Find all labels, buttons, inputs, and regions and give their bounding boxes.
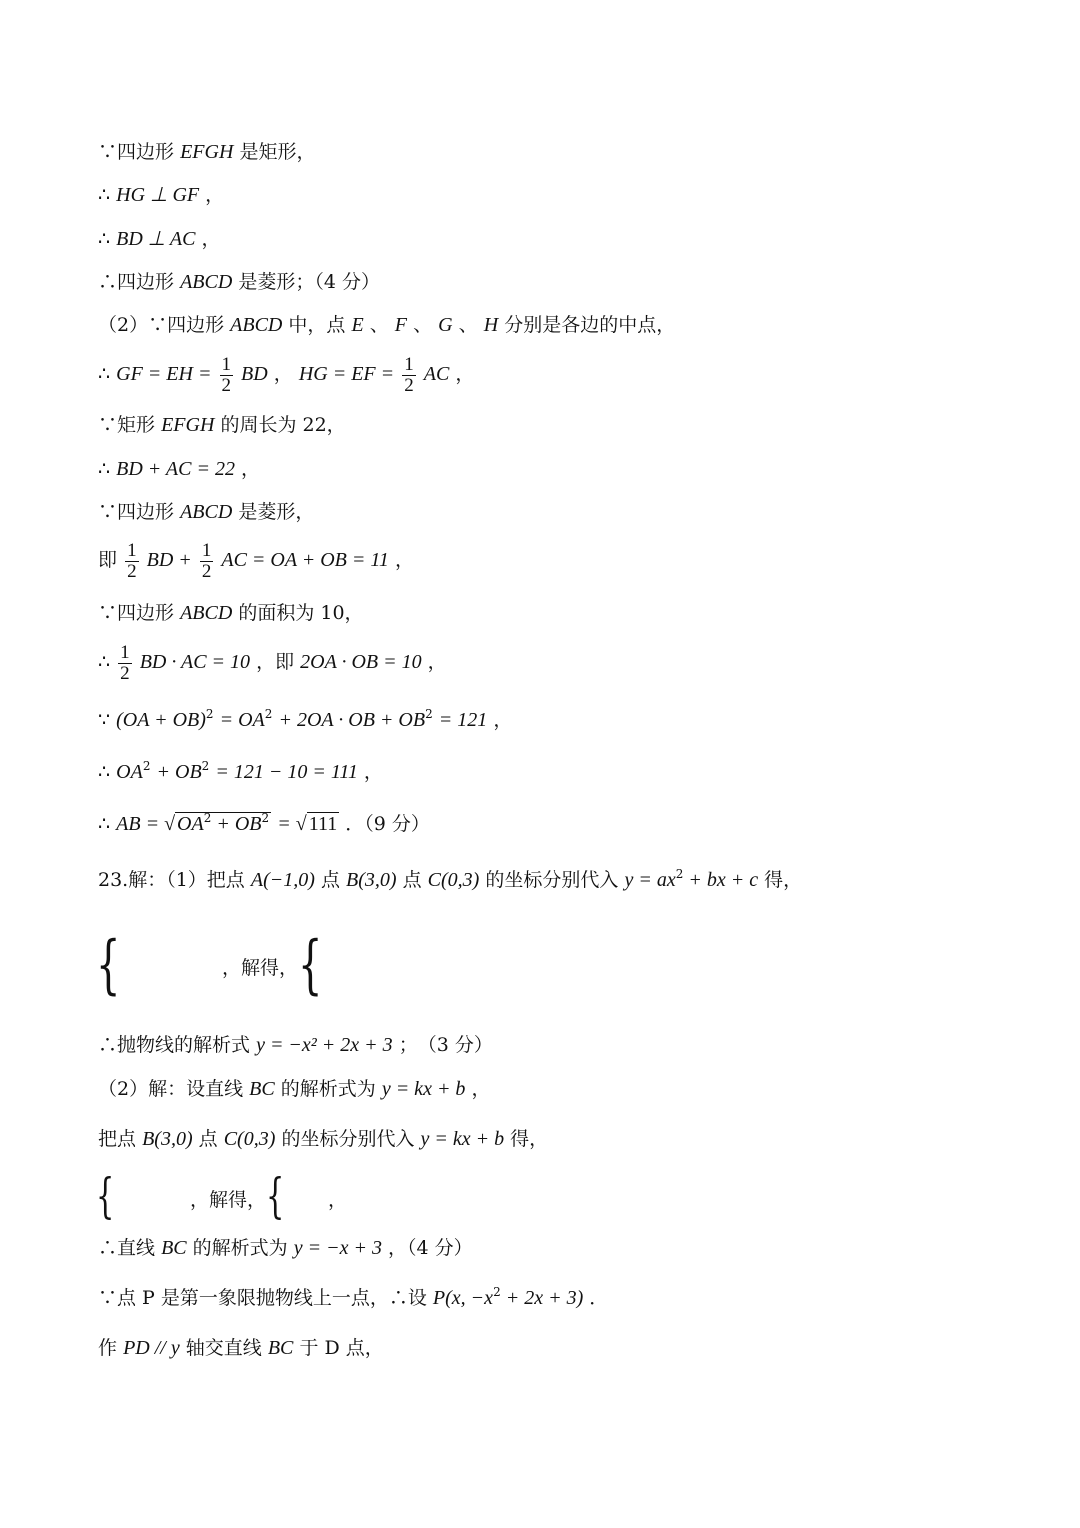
proof-line	[98, 140, 315, 164]
math-var: EFGH	[180, 141, 234, 163]
math-expr: OA	[116, 761, 143, 783]
exponent: 2	[675, 867, 684, 881]
text: 是矩形，	[239, 141, 316, 163]
math-var: EFGH	[161, 414, 215, 436]
proof-line	[98, 708, 512, 732]
math-expr: B(3,0)	[142, 1128, 193, 1150]
math-var: ABCD	[180, 602, 233, 624]
math-var: E	[351, 314, 364, 336]
math-expr: B(3,0)	[346, 869, 397, 891]
radicand	[175, 812, 271, 835]
math-var: BC	[161, 1237, 187, 1259]
exponent: 2	[425, 707, 433, 721]
numerator: 1	[221, 353, 231, 375]
text: ∴	[98, 363, 111, 385]
text: ，即	[256, 651, 295, 673]
text: 是菱形；（4 分）	[238, 271, 380, 293]
text: 是菱形，	[238, 501, 315, 523]
proof-line	[98, 1077, 491, 1101]
text: ，（4 分）	[388, 1237, 473, 1259]
text: 即	[98, 549, 118, 571]
text: ，	[427, 651, 447, 673]
text: 的解析式为	[280, 1078, 376, 1100]
text: ∴	[98, 184, 111, 206]
math-expr: y = −x + 3	[293, 1237, 382, 1259]
denominator: 2	[221, 374, 231, 396]
proof-line	[98, 640, 447, 684]
math-var: ABCD	[180, 501, 233, 523]
text: 分别是各边的中点，	[504, 314, 676, 336]
proof-line	[98, 352, 474, 396]
math-expr: A(−1,0)	[250, 869, 315, 891]
text: ∴	[98, 228, 111, 250]
math-expr: BD · AC = 10	[139, 651, 251, 673]
proof-line	[98, 183, 224, 207]
fraction	[220, 355, 234, 396]
text: 的解析式为	[192, 1237, 288, 1259]
text: 点	[402, 869, 422, 891]
text: 点	[320, 869, 340, 891]
fraction	[402, 355, 416, 396]
exponent: 2	[142, 759, 151, 773]
math-var: BC	[249, 1078, 275, 1100]
text: ，	[394, 549, 414, 571]
text: 的坐标分别代入	[281, 1128, 415, 1150]
math-expr: = 121 − 10 = 111	[215, 761, 358, 783]
text: ，	[455, 363, 475, 385]
math-expr: 2OA · OB = 10	[300, 651, 422, 673]
text: 的坐标分别代入	[485, 869, 619, 891]
left-brace: {	[96, 1168, 115, 1224]
text: ∵	[98, 709, 111, 731]
left-brace: {	[96, 928, 121, 1002]
proof-line	[98, 812, 430, 836]
proof-line	[98, 313, 675, 337]
text: ．（9 分）	[345, 813, 430, 835]
proof-line	[98, 868, 802, 892]
proof-line	[98, 1286, 608, 1310]
math-expr: (OA + OB)	[116, 709, 206, 731]
math-var: F	[394, 314, 408, 336]
text: ，	[493, 709, 513, 731]
text: （2）∵四边形	[98, 314, 225, 336]
proof-line	[98, 760, 383, 784]
math-expr: BD + AC = 22	[116, 458, 235, 480]
math-expr: P(x, −x	[432, 1287, 494, 1309]
text: 中，点	[288, 314, 346, 336]
text: ∴四边形	[98, 271, 175, 293]
math-expr: AB = √	[116, 813, 176, 835]
proof-line	[98, 1236, 473, 1260]
math-expr: = √	[277, 813, 307, 835]
math-expr: = OA	[219, 709, 265, 731]
math-expr: C(0,3)	[223, 1128, 276, 1150]
math-var: ABCD	[180, 271, 233, 293]
text: （2）解：设直线	[98, 1078, 244, 1100]
fraction	[118, 643, 132, 684]
text: 、	[369, 314, 389, 336]
proof-line	[98, 538, 414, 582]
proof-line	[98, 500, 314, 524]
proof-line	[98, 601, 364, 625]
text: 的周长为 22，	[220, 414, 346, 436]
text: ∵四边形	[98, 501, 175, 523]
math-expr: OA	[177, 813, 204, 835]
math-expr: = 121	[438, 709, 488, 731]
math-expr: + 2x + 3)	[500, 1287, 584, 1309]
denominator: 2	[127, 560, 137, 582]
left-brace: {	[298, 928, 323, 1002]
text: ，	[363, 761, 383, 783]
radicand: 111	[308, 813, 338, 835]
text: 的面积为 10，	[238, 602, 364, 624]
text: ∴	[98, 458, 111, 480]
exponent: 2	[264, 707, 273, 721]
proof-line	[98, 1336, 384, 1360]
math-expr: y = ax	[624, 869, 676, 891]
proof-line	[98, 227, 220, 251]
text: 轴交直线	[185, 1337, 262, 1359]
text: ∵四边形	[98, 141, 175, 163]
text: 23.解：（1）把点	[98, 869, 245, 891]
math-expr: + OB	[211, 813, 262, 835]
math-var: ABCD	[230, 314, 283, 336]
text: 把点	[98, 1128, 137, 1150]
exponent: 2	[205, 707, 214, 721]
math-var: H	[483, 314, 499, 336]
text: ∵点 P 是第一象限抛物线上一点，∴设	[98, 1287, 427, 1309]
text: ，	[328, 1189, 348, 1211]
text: ∴抛物线的解析式	[98, 1034, 251, 1056]
text: ∴	[98, 651, 111, 673]
math-expr: y = kx + b	[420, 1128, 505, 1150]
left-brace: {	[266, 1168, 285, 1224]
text: ，	[273, 363, 293, 385]
math-expr: y = −x² + 2x + 3	[256, 1034, 393, 1056]
proof-line	[98, 1033, 493, 1057]
math-var: G	[438, 314, 453, 336]
math-expr: BD ⊥ AC	[116, 228, 196, 250]
text: 、	[458, 314, 478, 336]
text: ，	[471, 1078, 491, 1100]
fraction	[200, 541, 214, 582]
exponent: 2	[201, 759, 210, 773]
math-var: BC	[267, 1337, 294, 1359]
text: ，	[205, 184, 225, 206]
math-expr: GF = EH =	[116, 363, 212, 385]
numerator: 1	[127, 539, 137, 561]
text: ，解得，	[190, 1189, 267, 1211]
text: ∵矩形	[98, 414, 156, 436]
text: ，	[241, 458, 261, 480]
text: ∴	[98, 761, 111, 783]
numerator: 1	[120, 641, 130, 663]
math-expr: AC	[423, 363, 450, 385]
text: ∵四边形	[98, 602, 175, 624]
math-expr: C(0,3)	[427, 869, 480, 891]
text: ； （3 分）	[398, 1034, 493, 1056]
math-expr: + bx + c	[683, 869, 759, 891]
math-expr: BD	[241, 363, 268, 385]
exponent: 2	[261, 811, 270, 825]
text: ∴	[98, 813, 111, 835]
math-expr: + OB	[156, 761, 202, 783]
numerator: 1	[201, 539, 212, 561]
exponent: 2	[203, 811, 212, 825]
text: ，解得，	[222, 957, 299, 979]
text: ∴直线	[98, 1237, 156, 1259]
math-expr: + 2OA · OB + OB	[278, 709, 426, 731]
text: 点	[198, 1128, 218, 1150]
text: ．	[589, 1287, 609, 1309]
math-expr: HG = EF =	[298, 363, 395, 385]
numerator: 1	[404, 353, 414, 375]
text: 得，	[510, 1128, 549, 1150]
proof-line	[98, 270, 380, 294]
math-expr: BD +	[146, 549, 192, 571]
fraction	[125, 541, 139, 582]
denominator: 2	[404, 374, 414, 396]
text: 得，	[764, 869, 803, 891]
proof-line	[98, 413, 346, 437]
math-expr: y = kx + b	[381, 1078, 466, 1100]
text: 、	[413, 314, 433, 336]
text: 于 D 点，	[299, 1337, 384, 1359]
proof-line	[98, 1127, 548, 1151]
exponent: 2	[493, 1285, 501, 1299]
text: ，	[201, 228, 221, 250]
denominator: 2	[201, 560, 212, 582]
math-expr: HG ⊥ GF	[116, 184, 200, 206]
denominator: 2	[120, 662, 130, 684]
math-expr: AC = OA + OB = 11	[221, 549, 389, 571]
math-expr: PD // y	[123, 1337, 180, 1359]
proof-line	[98, 457, 260, 481]
text: 作	[98, 1337, 118, 1359]
